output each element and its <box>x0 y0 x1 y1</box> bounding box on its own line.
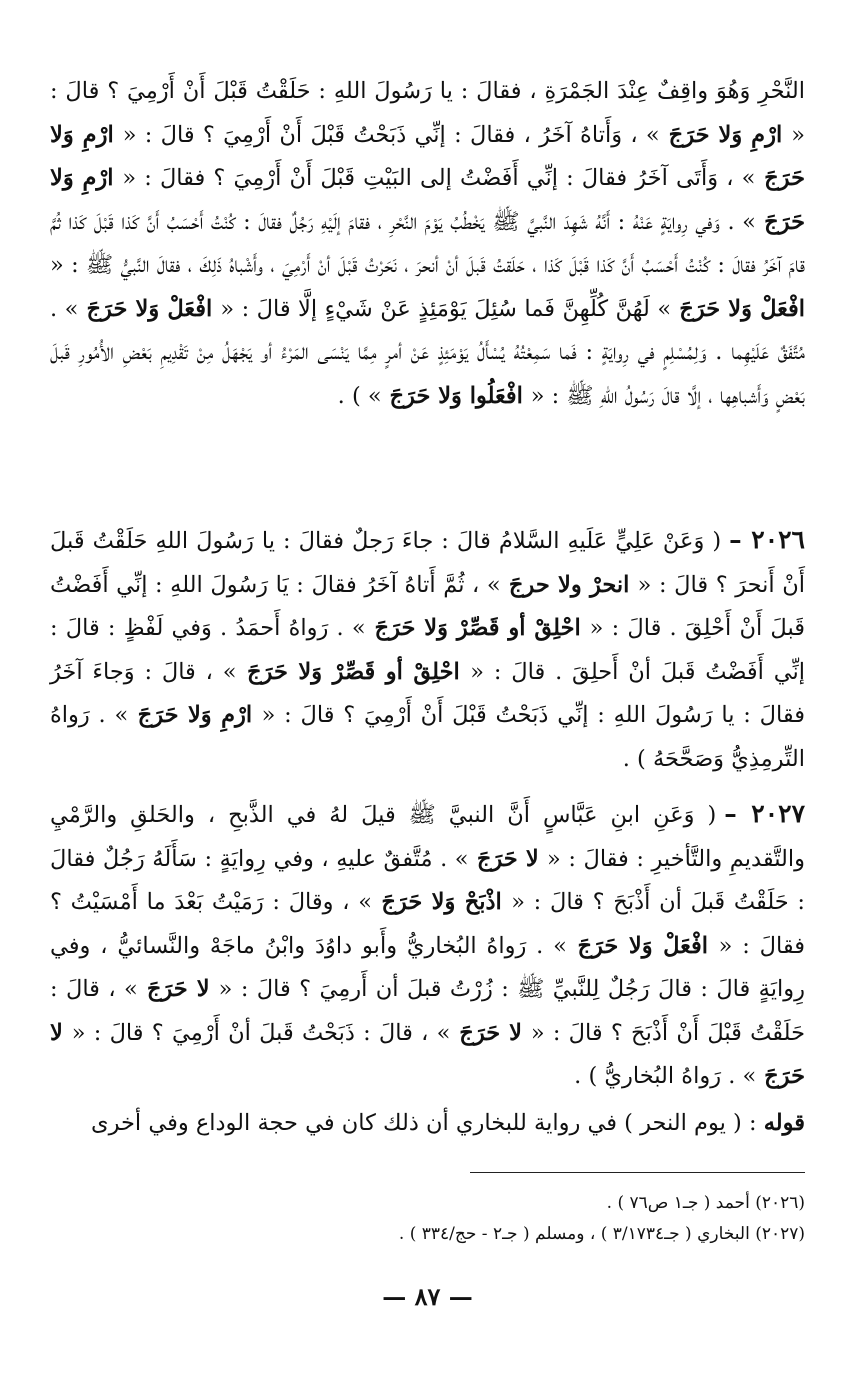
hadith-2027 <box>50 792 805 1099</box>
text-segment: » ، قالَ : ذَبَحْتُ قَبلَ أنْ أَرْمِيَ ؟ قالَ : « <box>71 1019 451 1046</box>
text-segment: ( وَعَنِ ابنِ عَبَّاسٍ أَنَّ النبيَّ ﷺ قيلَ لهُ في الذَّبحِ ، والحَلقِ والرَّمْيِ والتَّقديمِ والتَّأخيرِ : فقالَ : « <box>50 802 806 872</box>
commentary-block <box>50 1102 805 1146</box>
bold-segment: لا حَرَجَ <box>137 976 219 1002</box>
footnote-2027: (٢٠٢٧) البخاري ( جـ٣/١٧٣٤ ) ، ومسلم ( جـ٢ - حج/٣٣٤ ) . <box>398 1224 805 1244</box>
hadith-number: ٢٠٢٧ – <box>724 799 805 828</box>
bold-segment: افْعَلُوا وَلا حَرَجَ <box>381 382 531 409</box>
page-number: — ٨٧ — <box>382 1282 473 1311</box>
bold-segment: ارْمِ وَلا حَرَجَ <box>50 121 805 191</box>
text-segment: » لَهُنَّ كُلِّهِنَّ فَما سُئِلَ يَوْمَئِذٍ عَنْ شَيْءٍ إلَّا قالَ : « <box>220 295 672 322</box>
bold-segment: احْلِقْ أو قَصِّرْ وَلا حَرَجَ <box>236 658 471 685</box>
text-segment: » ، وَأَتاهُ آخَرُ ، فقالَ : إنِّي ذَبَحْتُ قَبْلَ أَنْ أَرْمِيَ ؟ قالَ : « <box>122 121 660 148</box>
footnote-divider <box>470 1172 805 1173</box>
text-segment: ( وَعَنْ عَلِيٍّ عَلَيهِ السَّلامُ قالَ : جاءَ رَجلٌ فقالَ : يا رَسُولَ اللهِ حَلَقْتُ قَبلَ أَنْ أَنحرَ ؟ قالَ : « <box>50 528 805 598</box>
hadith-2025-continuation <box>50 70 805 418</box>
text-segment: » . رَواهُ التِّرمِذِيُّ وَصَحَّحَهُ ) . <box>50 702 805 772</box>
hadith-2026 <box>50 518 805 781</box>
text-segment: » ، ثُمَّ أَتاهُ آخَرُ فقالَ : يَا رَسُولَ اللهِ : إنِّي أَفَضْتُ قَبلَ أَنْ أَحْلِقَ . قالَ : « <box>50 571 806 641</box>
text-segment: » . رَواهُ البُخاريُّ وأَبو داوُدَ وابْنُ ماجَهْ والنَّسائيُّ ، وفي رِوايَةٍ قالَ : قالَ رَجُلٌ لِلنَّبيِّ ﷺ : زُرْتُ قبلَ أن أَرمِيَ ؟ قالَ : « <box>50 932 805 1002</box>
text-segment: » . مُتَّفَقٌ عَلَيْهِما . وَلِمُسْلِمٍ في رِوايَةٍ : فَما سَمِعْتُهُ يُسْأَلُ يَوْمَئِذٍ عَنْ أمرٍ مِمَّا يَنْسَى المَرْءُ أو يَجْهَلُ مِنْ تَقْدِيمِ بَعْضِ الأُمُورِ قَبلَ بَعْضٍ وَأَشباهِها ، إلَّا قالَ رَسُولُ اللهِ ﷺ : « <box>50 295 805 409</box>
commentary-text <box>50 1102 805 1146</box>
text-segment: » ، قالَ : حَلَقْتُ قَبْلَ أَنْ أَذْبَحَ ؟ قالَ : « <box>50 976 806 1046</box>
hadith-number: ٢٠٢٦ – <box>729 525 805 554</box>
text-segment: » ، قالَ : وَجاءَ آخَرُ فقالَ : يا رَسُولَ اللهِ : إنِّي ذَبَحْتُ قَبْلَ أَنْ أَرْمِيَ ؟ قالَ : « <box>50 658 805 728</box>
commentary-body: : ( يوم النحر ) في رواية للبخاري أن ذلك كان في حجة الوداع وفي أخرى <box>91 1110 764 1136</box>
hadith-text <box>50 792 805 1099</box>
text-segment: » ، وقالَ : رَمَيْتُ بَعْدَ ما أَمْسَيْتُ ؟ فقالَ : « <box>50 889 805 959</box>
bold-segment: ارْمِ وَلا حَرَجَ <box>128 702 262 728</box>
text-segment: » . رَواهُ البُخاريُّ ) . <box>574 1063 757 1089</box>
footnote-2026: (٢٠٢٦) أحمد ( جـ١ ص٧٦ ) . <box>606 1193 805 1213</box>
footnotes <box>50 1188 805 1250</box>
text-segment: النَّحْرِ وَهُوَ واقِفٌ عِنْدَ الجَمْرَةِ ، فقالَ : يا رَسُولَ اللهِ : حَلَقْتُ قَبْلَ أَنْ أَرْمِيَ ؟ قالَ : « <box>50 78 805 148</box>
hadith-text <box>50 518 805 781</box>
bold-segment: لا حَرَجَ <box>468 845 547 872</box>
bold-segment: اذْبَحْ وَلا حَرَجَ <box>372 889 512 915</box>
bold-segment: احْلِقْ أو قَصِّرْ وَلا حَرَجَ <box>365 615 590 641</box>
text-segment: » . رَواهُ أَحمَدُ . وَفي لَفْظٍ : قالَ : إنِّي أَفَضْتُ قَبلَ أنْ أَحلِقَ . قالَ : « <box>50 615 805 685</box>
bold-segment: ارْمِ وَلا حَرَجَ <box>659 121 792 148</box>
bold-segment: انحرْ ولا حرجَ <box>500 571 638 598</box>
bold-segment: لا حَرَجَ <box>450 1019 531 1046</box>
text-segment: » . مُتَّفقٌ عليهِ ، وفي رِوايَةٍ : سَأَلَهُ رَجُلٌ فقالَ : حَلَقْتُ قَبلَ أن أَذْبَحَ ؟ قالَ : « <box>50 845 806 915</box>
bold-segment: افْعَلْ وَلا حَرَجَ <box>671 295 805 322</box>
text-segment: » . وَفي رِوايَةٍ عَنْهُ : أَنَّهُ شَهِدَ النَّبيَّ ﷺ يَخْطُبُ يَوْمَ النَّحْرِ ، فقامَ إلَيْهِ رَجُلٌ فقالَ : كُنْتُ أَحْسَبُ أَنَّ كَذا قَبْلَ كَذا ثُمَّ قامَ آخَرُ فقالَ : كُنْتُ أَحْسَبُ أَنَّ كَذا قَبْلَ كَذا ، حَلَقتُ قَبلَ أنْ أنحرَ ، نَحَرْتُ قَبْلَ أنْ أَرْمِيَ ، وأَشْباهُ ذَلِكَ ، فقالَ النَّبيُّ ﷺ : « <box>50 208 805 278</box>
bold-segment: لا حَرَجَ <box>50 1019 805 1089</box>
commentary-label: قوله <box>763 1110 805 1136</box>
text-segment: » ، وَأَتَى آخَرُ فقالَ : إنِّي أَفَضْتُ إلى البَيْتِ قَبْلَ أَنْ أَرْمِيَ ؟ فقالَ : « <box>122 165 756 191</box>
hadith-text <box>50 70 805 418</box>
bold-segment: افْعَلْ وَلا حَرَجَ <box>566 932 719 959</box>
bold-segment: افْعَلْ وَلا حَرَجَ <box>78 295 221 322</box>
text-segment: » ) . <box>337 382 382 409</box>
bold-segment: ارْمِ وَلا حَرَجَ <box>50 165 805 235</box>
